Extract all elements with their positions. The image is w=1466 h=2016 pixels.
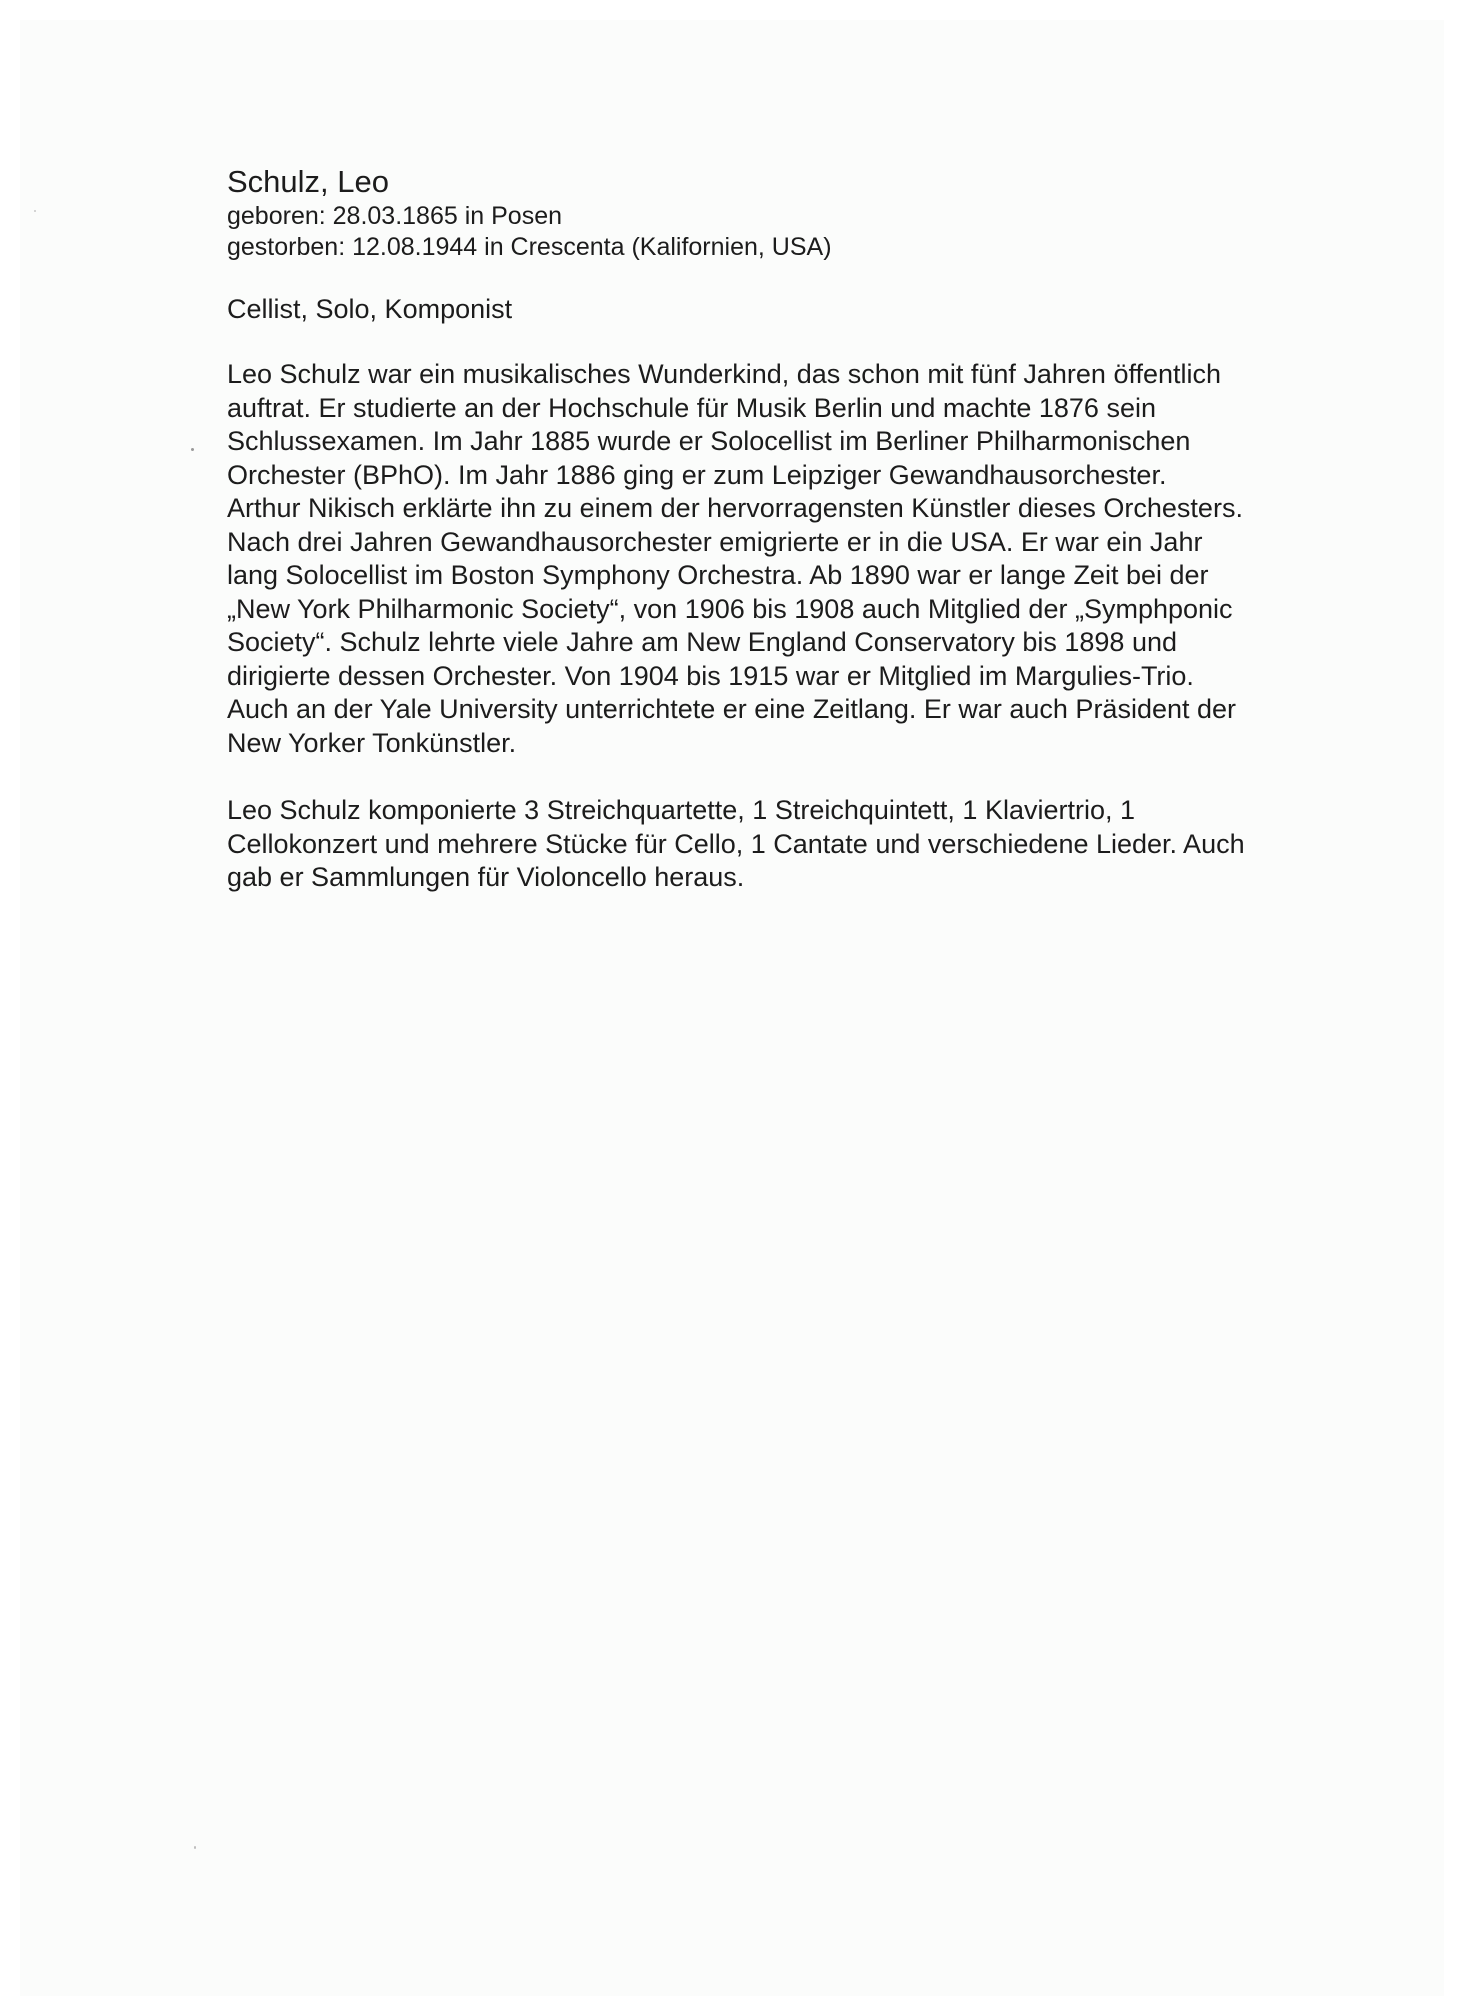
works-paragraph [227, 794, 1357, 895]
works-line: Leo Schulz komponierte 3 Streichquartette, 1 Streichquintett, 1 Klaviertrio, 1 [227, 795, 1135, 825]
works-line: Cellokonzert und mehrere Stücke für Cello, 1 Cantate und verschiedene Lieder. Auch [227, 828, 1245, 859]
birth-info: geboren: 28.03.1865 in Posen [227, 202, 562, 230]
person-name: Schulz, Leo [227, 164, 389, 199]
scan-speck [194, 1846, 196, 1849]
death-info: gestorben: 12.08.1944 in Crescenta (Kalifornien, USA) [227, 233, 832, 261]
biography-line: Leo Schulz war ein musikalisches Wunderkind, das schon mit fünf Jahren öffentlich [227, 359, 1222, 389]
biography-line: auftrat. Er studierte an der Hochschule für Musik Berlin und machte 1876 sein [227, 392, 1156, 423]
biography-paragraph [227, 358, 1357, 760]
biography-line: Schlussexamen. Im Jahr 1885 wurde er Solocellist im Berliner Philharmonischen [227, 426, 1191, 456]
biography-line: lang Solocellist im Boston Symphony Orchestra. Ab 1890 war er lange Zeit bei der [227, 560, 1209, 590]
biography-line: Auch an der Yale University unterrichtete er eine Zeitlang. Er war auch Präsident der [227, 694, 1237, 724]
scan-speck [191, 448, 194, 451]
biography-line: New Yorker Tonkünstler. [227, 727, 517, 758]
roles-line: Cellist, Solo, Komponist [227, 294, 513, 324]
biography-line: „New York Philharmonic Society“, von 1906 bis 1908 auch Mitglied der „Symphponic [227, 593, 1233, 624]
scan-speck [34, 210, 36, 212]
works-line: gab er Sammlungen für Violoncello heraus. [227, 862, 745, 892]
biography-line: Society“. Schulz lehrte viele Jahre am New England Conservatory bis 1898 und [227, 627, 1177, 657]
biography-line: Nach drei Jahren Gewandhausorchester emigrierte er in die USA. Er war ein Jahr [227, 526, 1203, 557]
biography-line: Orchester (BPhO). Im Jahr 1886 ging er zum Leipziger Gewandhausorchester. [227, 459, 1167, 490]
document-body [227, 163, 1357, 895]
biography-line: dirigierte dessen Orchester. Von 1904 bis 1915 war er Mitglied im Margulies-Trio. [227, 660, 1194, 691]
biography-line: Arthur Nikisch erklärte ihn zu einem der hervorragensten Künstler dieses Orchesters. [227, 493, 1243, 523]
